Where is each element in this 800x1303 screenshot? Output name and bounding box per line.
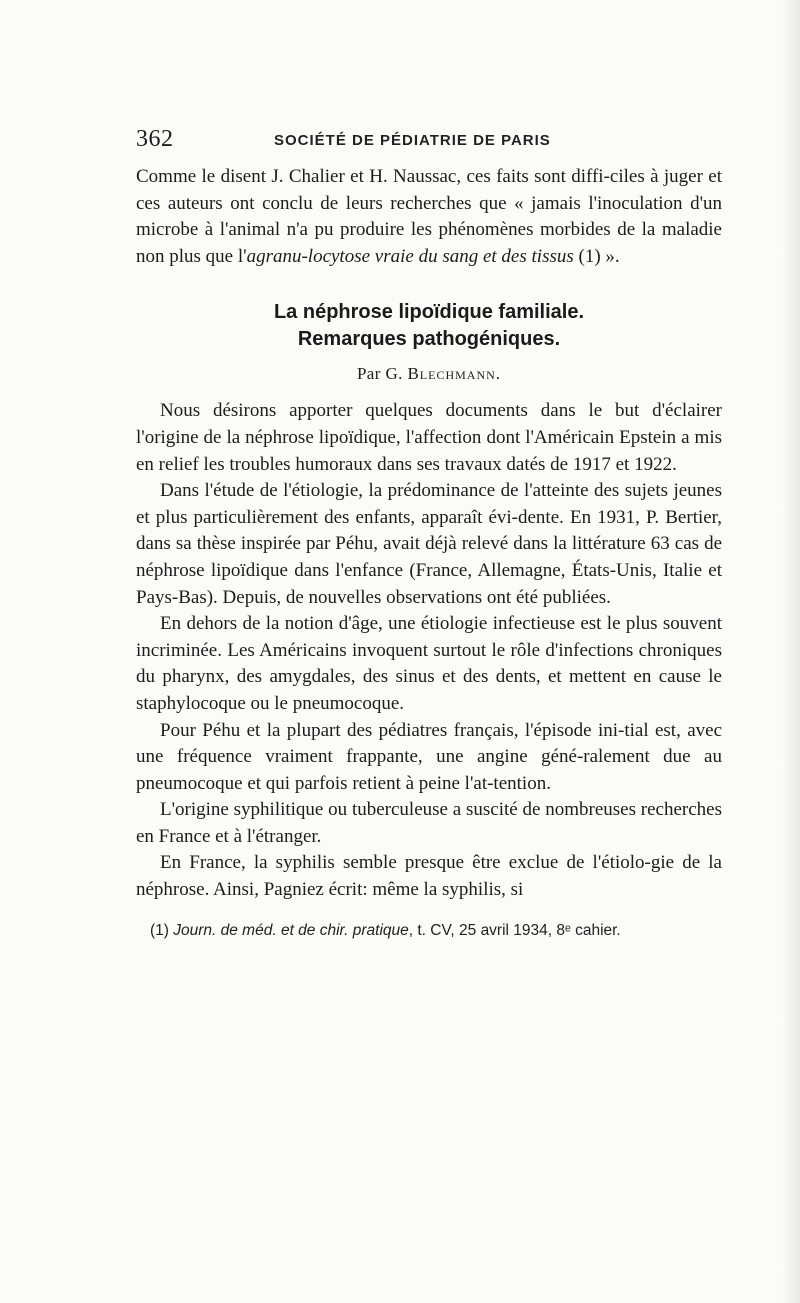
body-paragraph: En dehors de la notion d'âge, une étiologie infectieuse est le plus souvent incriminée. Les Américains invoquent surtout le rôle d'infections chroniques du pharynx, des amygdales, des sinus et des dents, et mettent en cause le staphylocoque ou le pneumocoque. [136, 613, 722, 714]
article-byline [136, 364, 722, 384]
opening-text [136, 164, 722, 270]
article-body [136, 398, 722, 903]
page-header [136, 126, 722, 156]
opening-text-after-italic: (1) ». [573, 245, 620, 267]
page-number: 362 [136, 126, 174, 152]
footnote [136, 920, 722, 942]
opening-paragraph [136, 164, 722, 270]
footnote-details: , t. CV, 25 avril 1934, 8ᵉ cahier. [408, 921, 621, 939]
article-title-line-1: La néphrose lipoïdique familiale. [273, 301, 585, 324]
body-paragraph: Pour Péhu et la plupart des pédiatres français, l'épisode ini-tial est, avec une fréquence vraiment frappante, une angine géné-ralement due au pneumocoque et qui parfois retient à peine l'at-tention. [136, 719, 722, 794]
byline-prefix: Par G. [356, 364, 408, 384]
footnote-journal: Journ. de méd. et de chir. pratique [173, 921, 409, 939]
body-paragraph: En France, la syphilis semble presque être exclue de l'étiolo-gie de la néphrose. Ainsi, Pagniez écrit: même la syphilis, si [136, 852, 722, 901]
article-title-line-2: Remarques pathogéniques. [297, 328, 561, 351]
opening-italic-quote: agranu-locytose vraie du sang et des tissus [246, 245, 574, 267]
article-title [136, 299, 722, 353]
body-paragraph: Nous désirons apporter quelques documents dans le but d'éclairer l'origine de la néphrose lipoïdique, l'affection dont l'Américain Epstein a mis en relief les troubles humoraux dans ses travaux datés de 1917 et 1922. [136, 400, 722, 475]
footnote-marker: (1) [150, 921, 174, 939]
byline-author: Blechmann. [407, 364, 502, 384]
running-head: SOCIÉTÉ DE PÉDIATRIE DE PARIS [274, 132, 551, 149]
body-paragraph: Dans l'étude de l'étiologie, la prédominance de l'atteinte des sujets jeunes et plus particulièrement des enfants, apparaît évi-dente. En 1931, P. Bertier, dans sa thèse inspirée par Péhu, avait déjà relevé dans la littérature 63 cas de néphrose lipoïdique dans l'enfance (France, Allemagne, États-Unis, Italie et Pays-Bas). Depuis, de nouvelles observations ont été publiées. [136, 480, 722, 608]
text-column [136, 126, 722, 942]
opening-text-before-italic: Comme le disent J. Chalier et H. Naussac, ces faits sont diffi-ciles à juger et ces auteurs ont conclu de leurs recherches que « jamais l'inoculation d'un microbe à l'animal n'a pu produire les phénomènes morbides de la maladie non plus que l' [136, 166, 722, 267]
page-edge-shadow [782, 0, 800, 1303]
body-paragraph: L'origine syphilitique ou tuberculeuse a suscité de nombreuses recherches en France et à l'étranger. [136, 799, 722, 847]
